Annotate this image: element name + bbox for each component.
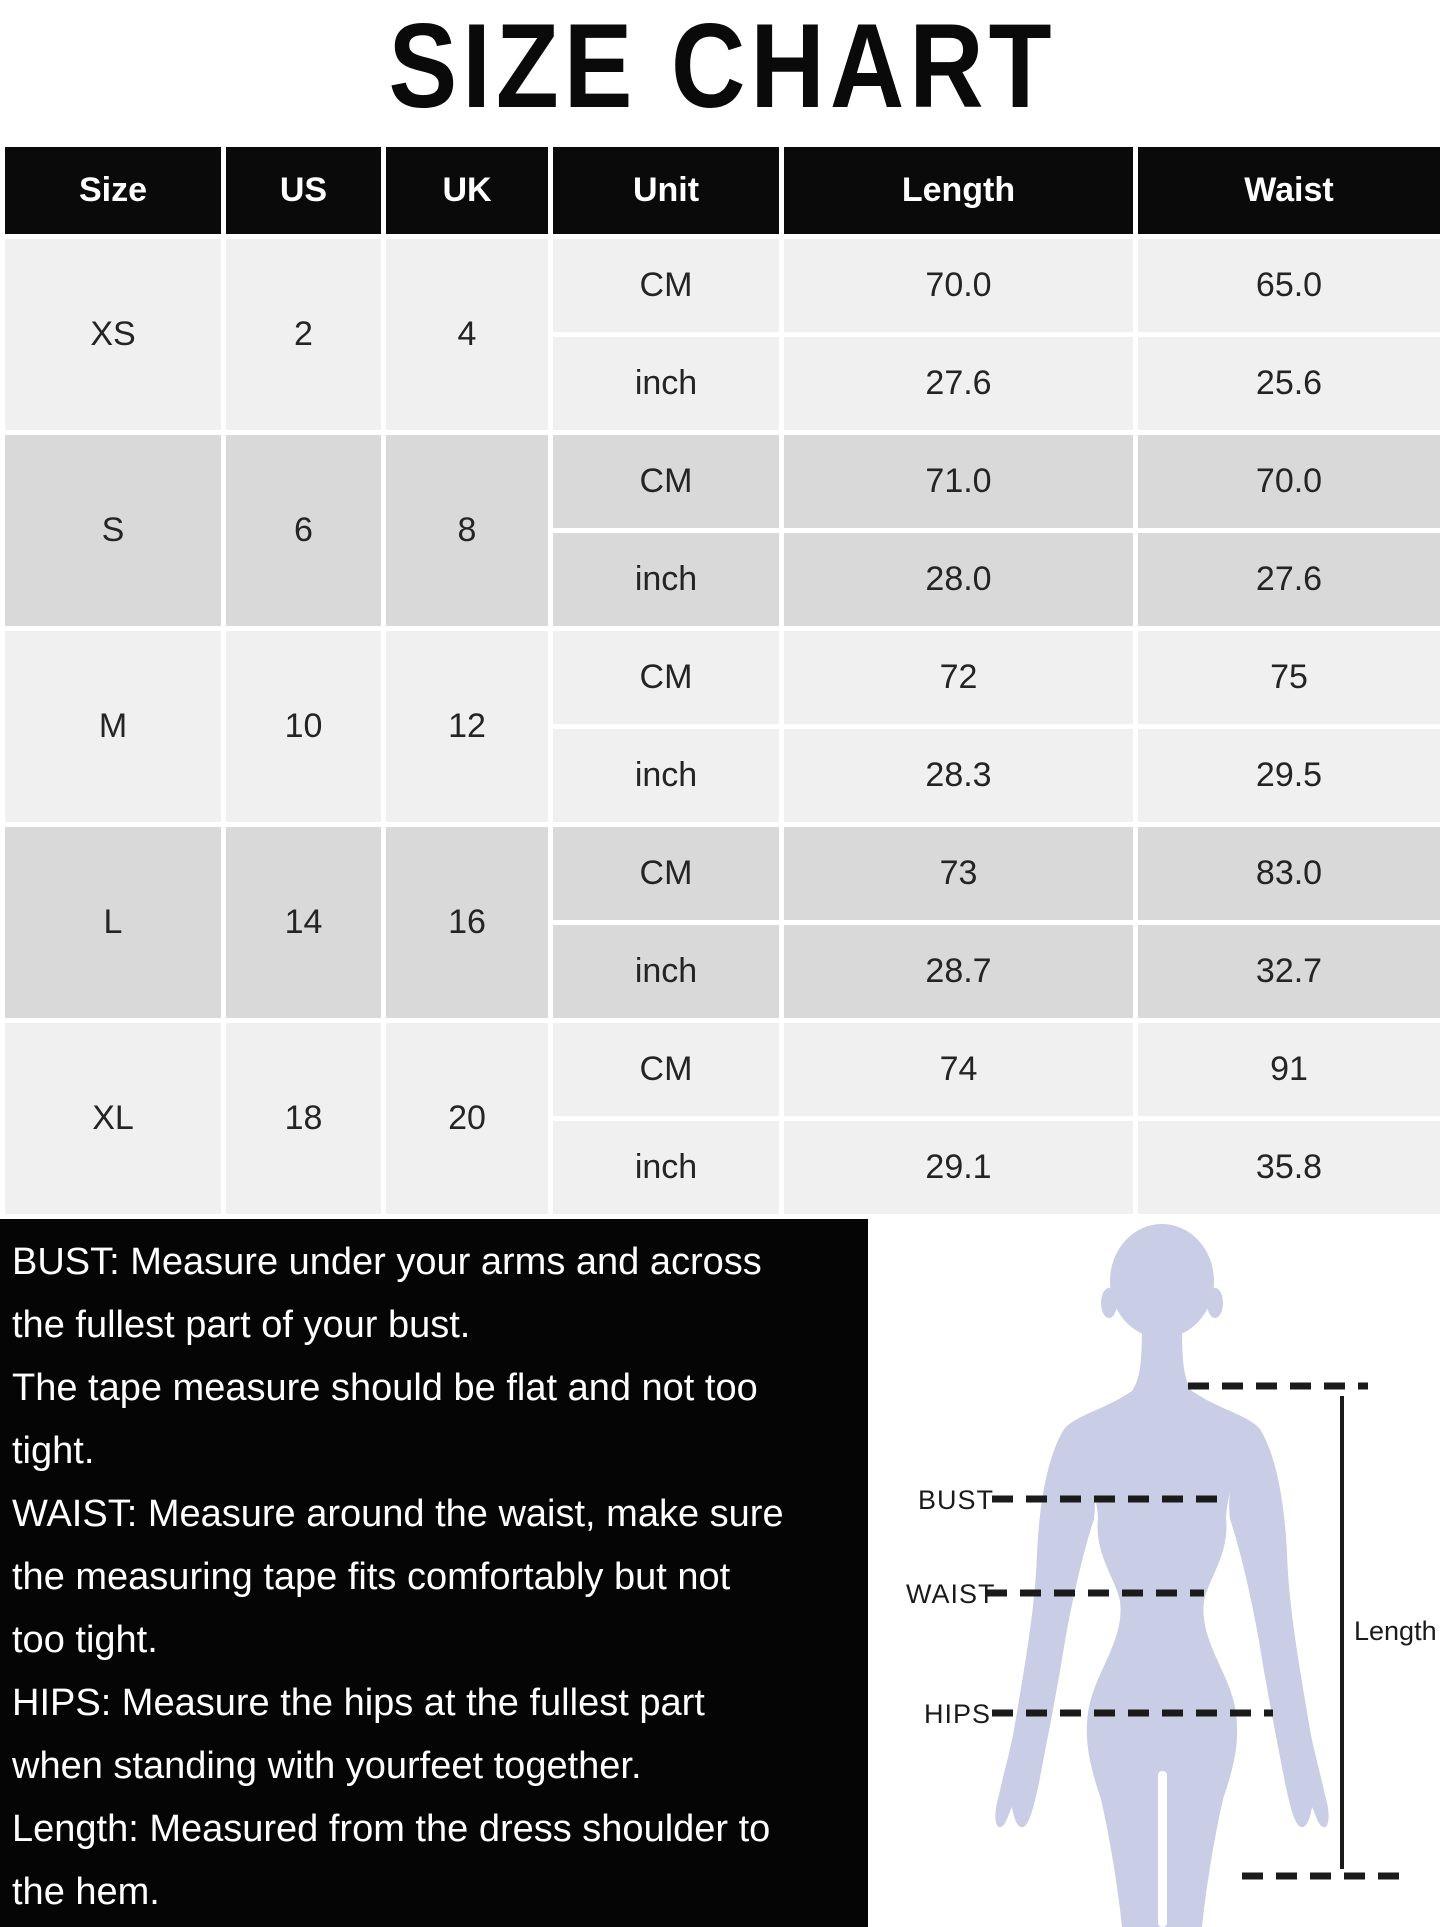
uk-cell: 16 <box>386 827 548 1018</box>
unit-cell: CM <box>553 239 779 332</box>
unit-cell: inch <box>553 925 779 1018</box>
length-cell: 28.3 <box>784 729 1133 822</box>
col-header-waist: Waist <box>1138 147 1440 234</box>
waist-cell: 70.0 <box>1138 435 1440 528</box>
head-silhouette <box>1110 1224 1214 1338</box>
waist-cell: 32.7 <box>1138 925 1440 1018</box>
length-cell: 28.7 <box>784 925 1133 1018</box>
us-cell: 18 <box>226 1023 381 1214</box>
us-cell: 6 <box>226 435 381 626</box>
body-diagram-svg <box>868 1219 1445 1927</box>
unit-cell: CM <box>553 435 779 528</box>
unit-cell: inch <box>553 337 779 430</box>
length-label: Length <box>1354 1616 1437 1646</box>
waist-cell: 83.0 <box>1138 827 1440 920</box>
uk-cell: 12 <box>386 631 548 822</box>
length-cell: 74 <box>784 1023 1133 1116</box>
col-header-us: US <box>226 147 381 234</box>
length-cell: 29.1 <box>784 1121 1133 1214</box>
leg-gap <box>1158 1771 1167 1927</box>
size-cell-s: S <box>5 435 221 626</box>
unit-cell: CM <box>553 827 779 920</box>
size-chart-table <box>0 142 1445 1219</box>
size-cell-l: L <box>5 827 221 1018</box>
instruction-line: too tight. <box>12 1619 158 1661</box>
measurement-instructions-panel <box>0 1219 868 1927</box>
instruction-line: Length: Measured from the dress shoulder to <box>12 1808 771 1850</box>
size-cell-xs: XS <box>5 239 221 430</box>
length-cell: 28.0 <box>784 533 1133 626</box>
unit-cell: inch <box>553 533 779 626</box>
length-cell: 70.0 <box>784 239 1133 332</box>
right-ear <box>1207 1288 1223 1318</box>
instruction-line: the fullest part of your bust. <box>12 1304 471 1346</box>
size-cell-m: M <box>5 631 221 822</box>
instruction-line: HIPS: Measure the hips at the fullest part <box>12 1682 705 1724</box>
table-row <box>5 827 1440 920</box>
left-ear <box>1101 1288 1117 1318</box>
us-cell: 14 <box>226 827 381 1018</box>
unit-cell: CM <box>553 1023 779 1116</box>
waist-cell: 35.8 <box>1138 1121 1440 1214</box>
uk-cell: 20 <box>386 1023 548 1214</box>
col-header-length: Length <box>784 147 1133 234</box>
instruction-line: tight. <box>12 1430 95 1472</box>
length-cell: 71.0 <box>784 435 1133 528</box>
title-bar <box>0 0 1445 142</box>
waist-cell: 75 <box>1138 631 1440 724</box>
instruction-line: BUST: Measure under your arms and across <box>12 1241 762 1283</box>
instruction-line: when standing with yourfeet together. <box>12 1745 642 1787</box>
waist-cell: 65.0 <box>1138 239 1440 332</box>
hips-label: HIPS <box>924 1699 992 1729</box>
waist-cell: 25.6 <box>1138 337 1440 430</box>
col-header-size: Size <box>5 147 221 234</box>
uk-cell: 8 <box>386 435 548 626</box>
table-row <box>5 1023 1440 1116</box>
instruction-line: the hem. <box>12 1871 160 1913</box>
instruction-line: WAIST: Measure around the waist, make sure <box>12 1493 784 1535</box>
header-row <box>5 147 1440 234</box>
page-title: SIZE CHART <box>388 0 1057 133</box>
table-row <box>5 239 1440 332</box>
length-cell: 73 <box>784 827 1133 920</box>
length-cell: 72 <box>784 631 1133 724</box>
length-cell: 27.6 <box>784 337 1133 430</box>
left-arm-silhouette <box>995 1429 1094 1827</box>
body-measurement-diagram <box>868 1219 1445 1927</box>
instruction-line: The tape measure should be flat and not too <box>12 1367 758 1409</box>
bottom-section <box>0 1219 1445 1927</box>
size-cell-xl: XL <box>5 1023 221 1214</box>
table-row <box>5 435 1440 528</box>
us-cell: 10 <box>226 631 381 822</box>
unit-cell: CM <box>553 631 779 724</box>
bust-label: BUST <box>918 1485 995 1515</box>
waist-cell: 27.6 <box>1138 533 1440 626</box>
waist-cell: 91 <box>1138 1023 1440 1116</box>
instruction-line: the measuring tape fits comfortably but not <box>12 1556 731 1598</box>
col-header-uk: UK <box>386 147 548 234</box>
unit-cell: inch <box>553 729 779 822</box>
us-cell: 2 <box>226 239 381 430</box>
right-arm-silhouette <box>1229 1429 1328 1827</box>
col-header-unit: Unit <box>553 147 779 234</box>
unit-cell: inch <box>553 1121 779 1214</box>
waist-label: WAIST <box>906 1579 996 1609</box>
uk-cell: 4 <box>386 239 548 430</box>
table-row <box>5 631 1440 724</box>
waist-cell: 29.5 <box>1138 729 1440 822</box>
